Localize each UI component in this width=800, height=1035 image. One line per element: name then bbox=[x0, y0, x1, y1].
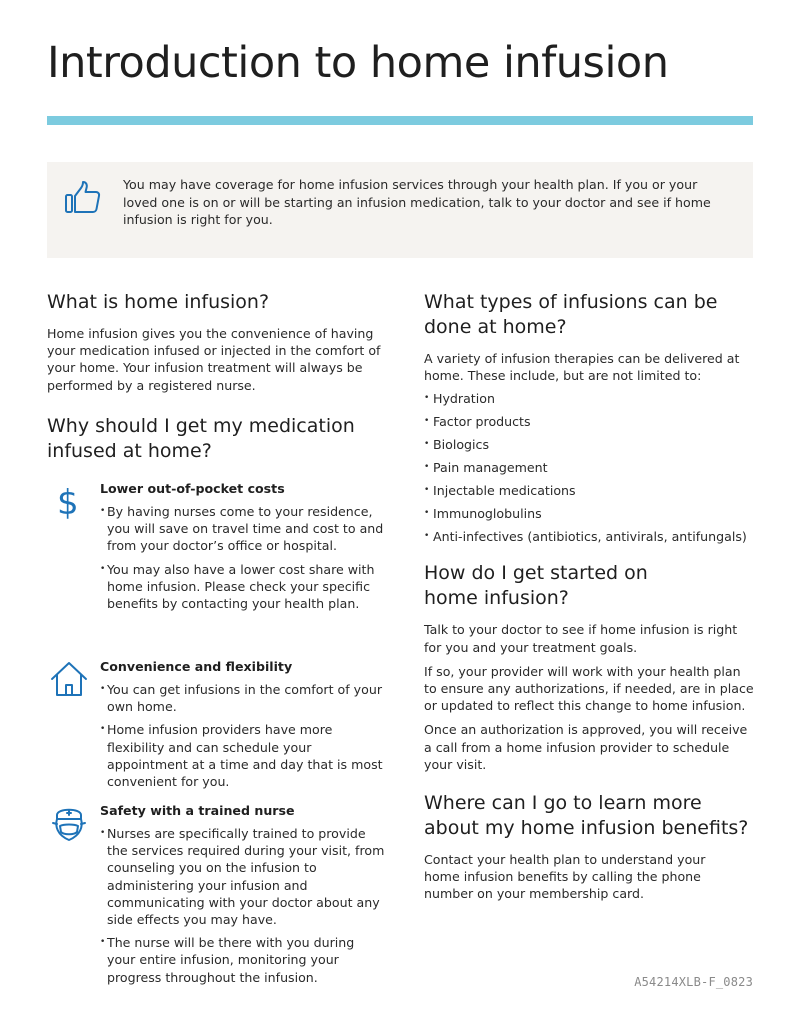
started-paragraph: Talk to your doctor to see if home infusion is right for you and your treatment goals. bbox=[424, 622, 738, 655]
list-item: • You may also have a lower cost share with home infusion. Please check your specific benefits by contacting your health plan. bbox=[100, 561, 386, 613]
callout-text: You may have coverage for home infusion services through your health plan. If you or your loved one is on or will be starting an infusion medication, talk to your doctor and see if home infusion is right for you. bbox=[123, 177, 711, 227]
benefit-bullets bbox=[100, 503, 386, 612]
list-item: • Nurses are specifically trained to provide the services required during your visit, from counseling you on the infusion to administering your infusion and communicating with your doctor about any side effects you may have. bbox=[100, 825, 386, 928]
benefit-bullets bbox=[100, 825, 386, 986]
started-paragraph: Once an authorization is approved, you will receive a call from a home infusion provider to schedule your visit. bbox=[424, 722, 748, 772]
types-heading: What types of infusions can be done at home? bbox=[424, 291, 718, 338]
types-intro: A variety of infusion therapies can be delivered at home. These include, but are not limited to: bbox=[424, 351, 740, 384]
what-is-heading: What is home infusion? bbox=[47, 291, 270, 313]
home-icon bbox=[47, 658, 91, 702]
right-column bbox=[424, 290, 759, 903]
accent-rule bbox=[47, 116, 753, 125]
page-title: Introduction to home infusion bbox=[47, 38, 669, 88]
list-item: • Biologics bbox=[424, 436, 759, 453]
list-item: • Hydration bbox=[424, 390, 759, 407]
learn-heading: Where can I go to learn more about my home infusion benefits? bbox=[424, 792, 749, 840]
list-item: • Immunoglobulins bbox=[424, 505, 759, 522]
list-item: • Pain management bbox=[424, 459, 759, 476]
list-item: • By having nurses come to your residence, you will save on travel time and cost to and from your doctor’s office or hospital. bbox=[100, 503, 386, 555]
benefit-title: Convenience and flexibility bbox=[100, 659, 293, 674]
list-item: • The nurse will be there with you during your entire infusion, monitoring your progress throughout the infusion. bbox=[100, 934, 386, 986]
what-is-body: Home infusion gives you the convenience of having your medication infused or injected in the comfort of your home. Your infusion treatment will always be performed by a registered nurse. bbox=[47, 326, 381, 393]
list-item: • Factor products bbox=[424, 413, 759, 430]
coverage-callout bbox=[47, 162, 753, 258]
left-column bbox=[47, 290, 387, 985]
learn-body: Contact your health plan to understand your home infusion benefits by calling the phone number on your membership card. bbox=[424, 852, 706, 902]
nurse-icon bbox=[47, 802, 91, 846]
benefit-title: Lower out-of-pocket costs bbox=[100, 481, 285, 496]
thumbs-up-icon bbox=[64, 180, 102, 216]
list-item: • Home infusion providers have more flexibility and can schedule your appointment at a time and day that is most convenient for you. bbox=[100, 721, 386, 790]
document-code: A54214XLB-F_0823 bbox=[634, 975, 753, 989]
why-heading: Why should I get my medication infused at home? bbox=[47, 415, 355, 462]
list-item: • Anti-infectives (antibiotics, antivirals, antifungals) bbox=[424, 528, 759, 545]
list-item: • You can get infusions in the comfort of your own home. bbox=[100, 681, 386, 715]
benefit-title: Safety with a trained nurse bbox=[100, 803, 295, 818]
svg-text:$: $ bbox=[57, 483, 79, 523]
list-item: • Injectable medications bbox=[424, 482, 759, 499]
started-paragraph: If so, your provider will work with your health plan to ensure any authorizations, if needed, are in place or updated to reflect this change to home infusion. bbox=[424, 663, 754, 714]
started-heading: How do I get started on home infusion? bbox=[424, 562, 648, 610]
infusion-types-list bbox=[424, 390, 759, 545]
dollar-sign-icon bbox=[47, 480, 91, 524]
benefit-bullets bbox=[100, 681, 386, 790]
